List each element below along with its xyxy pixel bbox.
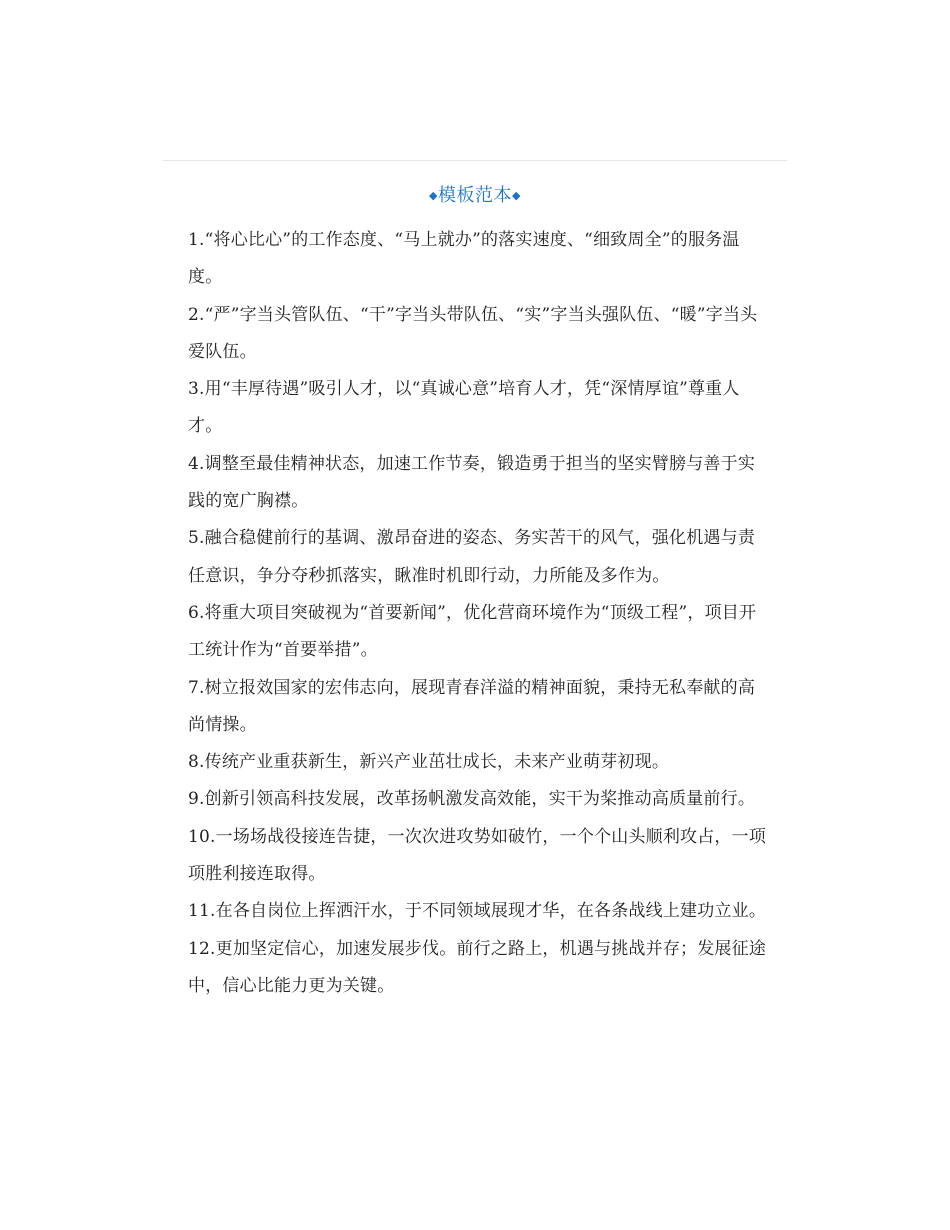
list-item: 5.融合稳健前行的基调、激昂奋进的姿态、务实苦干的风气，强化机遇与责任意识，争分夺秒抓落实，瞅准时机即行动，力所能及多作为。 [188, 528, 756, 586]
list-item: 9.创新引领高科技发展，改革扬帆激发高效能，实干为桨推动高质量前行。 [188, 789, 756, 810]
list-item: 6.将重大项目突破视为“首要新闻”，优化营商环境作为“顶级工程”，项目开工统计作为“首要举措”。 [188, 602, 757, 661]
list-item: 3.用“丰厚待遇”吸引人才，以“真诚心意”培育人才，凭“深情厚谊”尊重人才。 [188, 379, 740, 437]
list-item: 8.传统产业重获新生，新兴产业茁壮成长，未来产业萌芽初现。 [188, 752, 670, 773]
document-title [163, 182, 787, 210]
list-item: 1.“将心比心”的工作态度、“马上就办”的落实速度、“细致周全”的服务温度。 [188, 230, 740, 288]
title-text: 模板范本 [438, 185, 512, 206]
list-item: 11.在各自岗位上挥洒汗水，于不同领域展现才华，在各条战线上建功立业。 [188, 901, 767, 922]
list-item: 7.树立报效国家的宏伟志向，展现青春洋溢的精神面貌，秉持无私奉献的高尚情操。 [188, 677, 756, 735]
diamond-icon: ◆ [512, 189, 521, 202]
list-item: 4.调整至最佳精神状态，加速工作节奏，锻造勇于担当的坚实臂膀与善于实践的宽广胸襟。 [188, 453, 756, 512]
top-divider [163, 160, 787, 161]
list-item: 12.更加坚定信心，加速发展步伐。前行之路上，机遇与挑战并存；发展征途中，信心比能力更为关键。 [188, 938, 767, 996]
list-item: 2.“严”字当头管队伍、“干”字当头带队伍、“实”字当头强队伍、“暖”字当头爱队伍。 [188, 304, 758, 362]
diamond-icon: ◆ [429, 189, 438, 202]
template-list [188, 222, 768, 1005]
list-item: 10.一场场战役接连告捷，一次次进攻势如破竹，一个个山头顺利攻占，一项项胜利接连取得。 [188, 826, 767, 885]
